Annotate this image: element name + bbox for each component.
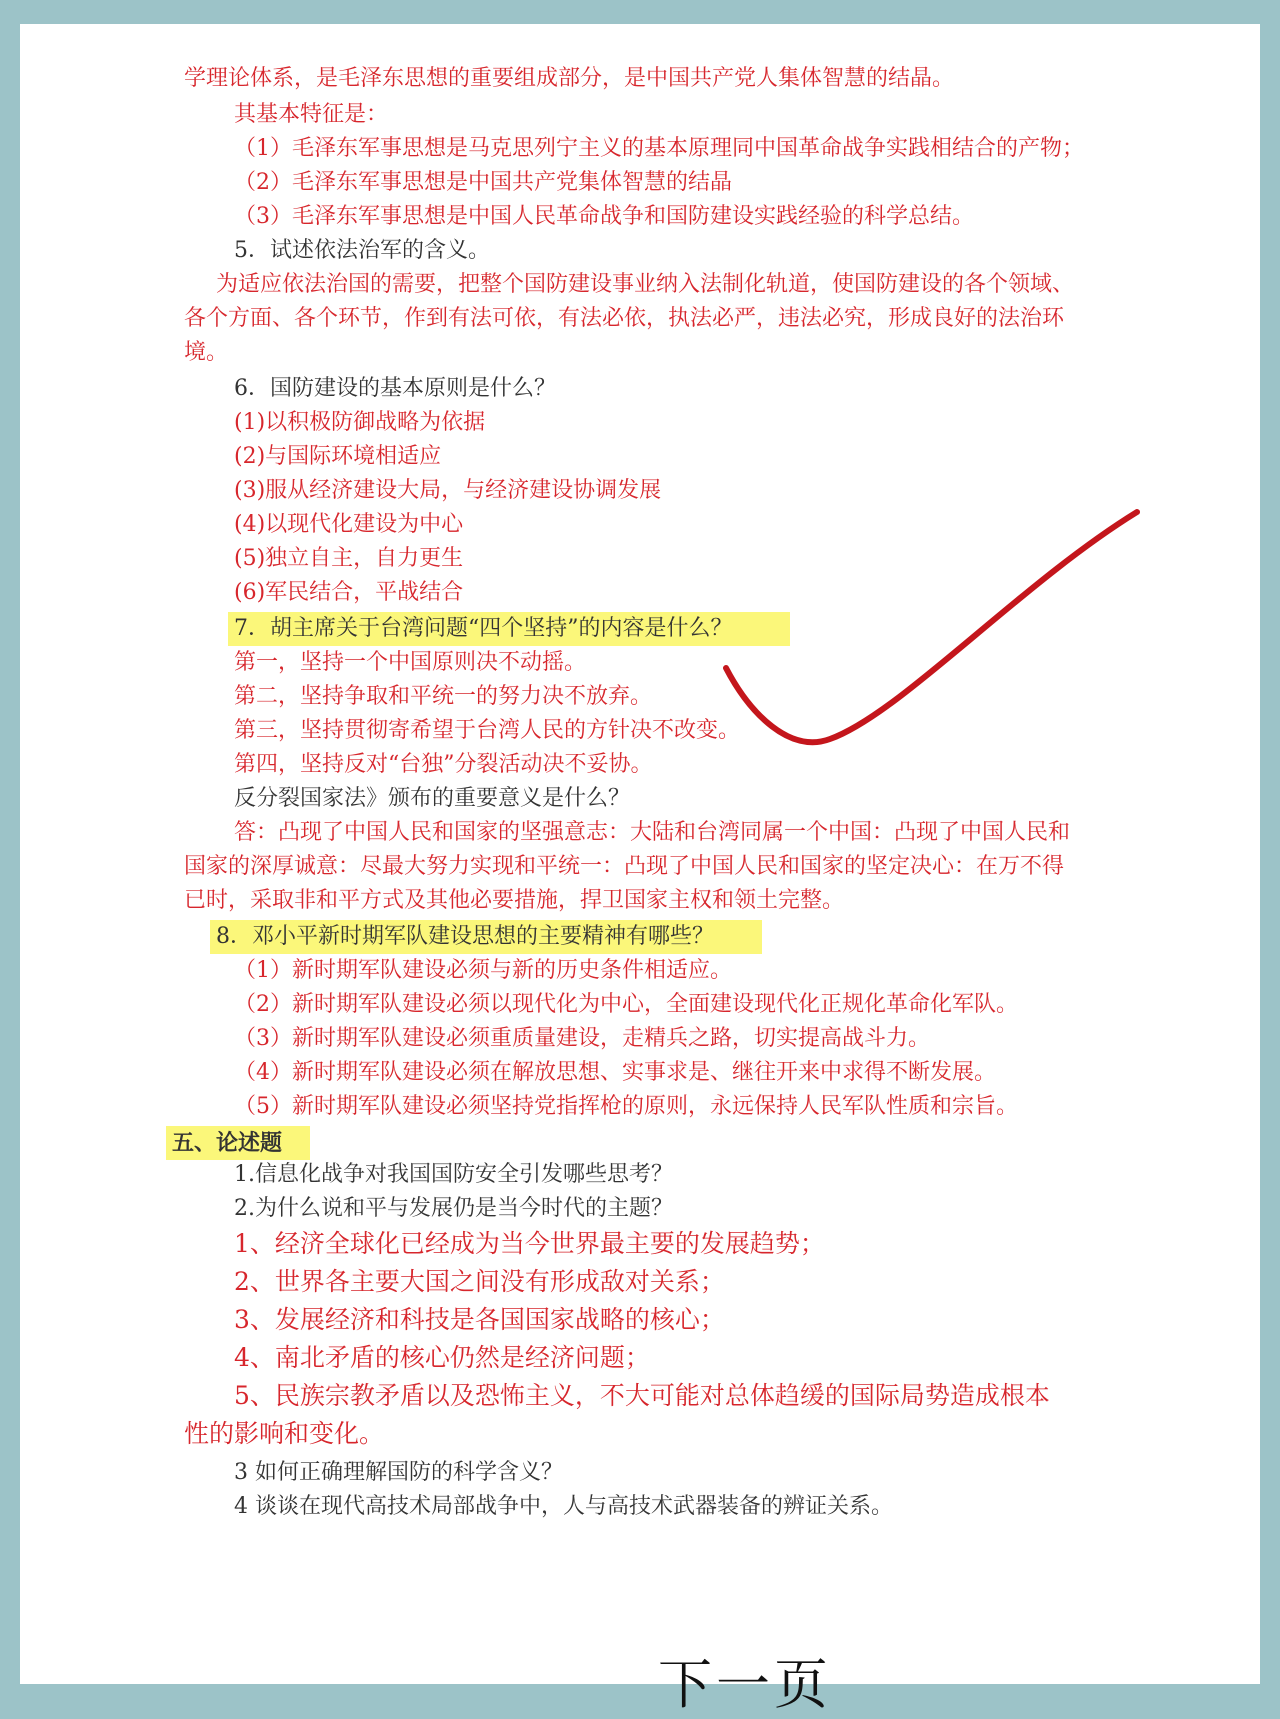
answer-item: (6)军民结合，平战结合 — [234, 580, 464, 605]
answer-item: （3）新时期军队建设必须重质量建设，走精兵之路，切实提高战斗力。 — [234, 1026, 930, 1051]
section-5-heading: 五、论述题 — [166, 1126, 310, 1160]
answer-line: 为适应依法治国的需要，把整个国防建设事业纳入法制化轨道，使国防建设的各个领域、 — [216, 272, 1075, 297]
handwritten-next-page: 下一页 — [658, 1653, 832, 1716]
answer-item: (1)以积极防御战略为依据 — [234, 410, 486, 435]
essay-question-4: 4 谈谈在现代高技术局部战争中，人与高技术武器装备的辨证关系。 — [234, 1494, 893, 1519]
answer-item: (2)与国际环境相适应 — [234, 444, 442, 469]
intro-line: 学理论体系，是毛泽东思想的重要组成部分，是中国共产党人集体智慧的结晶。 — [184, 66, 955, 91]
essay-answer-item: 2、世界各主要大国之间没有形成敌对关系； — [234, 1267, 725, 1296]
answer-item: （1）新时期军队建设必须与新的历史条件相适应。 — [234, 958, 732, 983]
answer-item: (4)以现代化建设为中心 — [234, 512, 464, 537]
answer-item: （4）新时期军队建设必须在解放思想、实事求是、继往开来中求得不断发展。 — [234, 1060, 996, 1085]
feature-item: （1）毛泽东军事思想是马克思列宁主义的基本原理同中国革命战争实践相结合的产物； — [234, 136, 1084, 161]
essay-answer-item: 性的影响和变化。 — [184, 1419, 385, 1448]
handwritten-check-mark — [20, 24, 1260, 1684]
answer-item: （2）新时期军队建设必须以现代化为中心，全面建设现代化正规化革命化军队。 — [234, 992, 1018, 1017]
essay-answer-item: 5、民族宗教矛盾以及恐怖主义，不大可能对总体趋缓的国际局势造成根本 — [234, 1381, 1050, 1410]
answer-line: 境。 — [184, 340, 229, 365]
essay-answer-item: 1、经济全球化已经成为当今世界最主要的发展趋势； — [234, 1229, 825, 1258]
question-5: 5．试述依法治军的含义。 — [234, 238, 490, 263]
answer-line: 答：凸现了中国人民和国家的坚强意志：大陆和台湾同属一个中国：凸现了中国人民和 — [234, 820, 1071, 845]
feature-item: （3）毛泽东军事思想是中国人民革命战争和国防建设实践经验的科学总结。 — [234, 204, 974, 229]
answer-item: 第一，坚持一个中国原则决不动摇。 — [234, 650, 587, 675]
answer-line: 国家的深厚诚意：尽最大努力实现和平统一：凸现了中国人民和国家的坚定决心：在万不得 — [184, 854, 1065, 879]
answer-line: 各个方面、各个环节，作到有法可依，有法必依，执法必严，违法必究，形成良好的法治环 — [184, 306, 1065, 331]
features-heading: 其基本特征是： — [234, 102, 389, 127]
question-8-highlighted: 8．邓小平新时期军队建设思想的主要精神有哪些？ — [210, 920, 762, 954]
essay-question-1: 1.信息化战争对我国国防安全引发哪些思考？ — [234, 1162, 673, 1187]
answer-item: （5）新时期军队建设必须坚持党指挥枪的原则，永远保持人民军队性质和宗旨。 — [234, 1094, 1018, 1119]
essay-question-2: 2.为什么说和平与发展仍是当今时代的主题？ — [234, 1196, 673, 1221]
answer-item: 第四，坚持反对“台独”分裂活动决不妥协。 — [234, 752, 653, 777]
answer-item: (5)独立自主，自力更生 — [234, 546, 464, 571]
essay-answer-item: 3、发展经济和科技是各国国家战略的核心； — [234, 1305, 725, 1334]
document-page — [20, 24, 1260, 1716]
answer-item: 第三，坚持贯彻寄希望于台湾人民的方针决不改变。 — [234, 718, 741, 743]
answer-line: 已时，采取非和平方式及其他必要措施，捍卫国家主权和领土完整。 — [184, 888, 845, 913]
essay-question-3: 3 如何正确理解国防的科学含义？ — [234, 1460, 563, 1485]
essay-answer-item: 4、南北矛盾的核心仍然是经济问题； — [234, 1343, 650, 1372]
question-law: 反分裂国家法》颁布的重要意义是什么？ — [234, 786, 631, 811]
answer-item: (3)服从经济建设大局，与经济建设协调发展 — [234, 478, 662, 503]
question-6: 6．国防建设的基本原则是什么？ — [234, 376, 556, 401]
feature-item: （2）毛泽东军事思想是中国共产党集体智慧的结晶 — [234, 170, 732, 195]
answer-item: 第二，坚持争取和平统一的努力决不放弃。 — [234, 684, 653, 709]
question-7-highlighted: 7．胡主席关于台湾问题“四个坚持”的内容是什么？ — [228, 612, 790, 646]
